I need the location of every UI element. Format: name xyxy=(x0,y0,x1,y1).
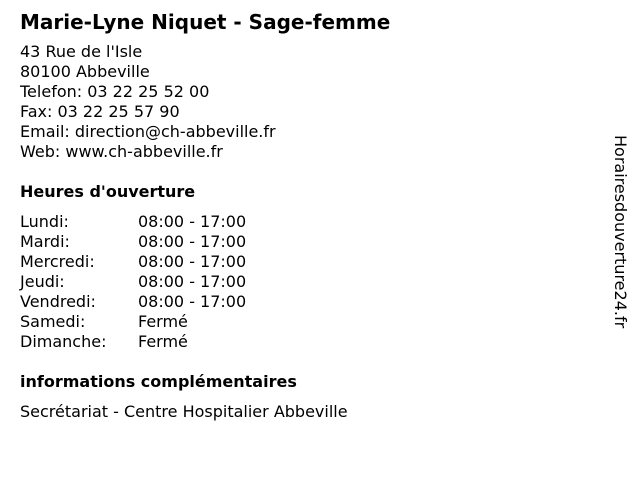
page-title: Marie-Lyne Niquet - Sage-femme xyxy=(20,10,391,34)
business-card xyxy=(20,10,600,422)
fax-number: Fax: 03 22 25 57 90 xyxy=(20,102,180,121)
hours-row-monday xyxy=(20,212,600,232)
time-value: Fermé xyxy=(138,312,188,331)
website: Web: www.ch-abbeville.fr xyxy=(20,142,223,161)
day-label: Vendredi: xyxy=(20,292,96,311)
site-watermark: Horairesdouverture24.fr xyxy=(611,135,630,329)
day-label: Mardi: xyxy=(20,232,70,251)
time-value: 08:00 - 17:00 xyxy=(138,212,247,231)
day-label: Mercredi: xyxy=(20,252,95,271)
address-block xyxy=(20,42,600,162)
hours-row-thursday xyxy=(20,272,600,292)
hours-row-sunday xyxy=(20,332,600,352)
city-postcode: 80100 Abbeville xyxy=(20,62,150,81)
opening-hours-heading: Heures d'ouverture xyxy=(20,182,196,201)
time-value: 08:00 - 17:00 xyxy=(138,252,247,271)
time-value: 08:00 - 17:00 xyxy=(138,272,247,291)
time-value: Fermé xyxy=(138,332,188,351)
day-label: Lundi: xyxy=(20,212,69,231)
additional-info-text: Secrétariat - Centre Hospitalier Abbeville xyxy=(20,402,348,421)
hours-row-friday xyxy=(20,292,600,312)
hours-row-wednesday xyxy=(20,252,600,272)
opening-hours-table xyxy=(20,212,600,352)
time-value: 08:00 - 17:00 xyxy=(138,232,247,251)
additional-info-heading: informations complémentaires xyxy=(20,372,297,391)
phone-number: Telefon: 03 22 25 52 00 xyxy=(20,82,210,101)
time-value: 08:00 - 17:00 xyxy=(138,292,247,311)
email-address: Email: direction@ch-abbeville.fr xyxy=(20,122,276,141)
hours-row-tuesday xyxy=(20,232,600,252)
hours-row-saturday xyxy=(20,312,600,332)
day-label: Dimanche: xyxy=(20,332,107,351)
street-address: 43 Rue de l'Isle xyxy=(20,42,143,61)
day-label: Samedi: xyxy=(20,312,86,331)
day-label: Jeudi: xyxy=(20,272,65,291)
